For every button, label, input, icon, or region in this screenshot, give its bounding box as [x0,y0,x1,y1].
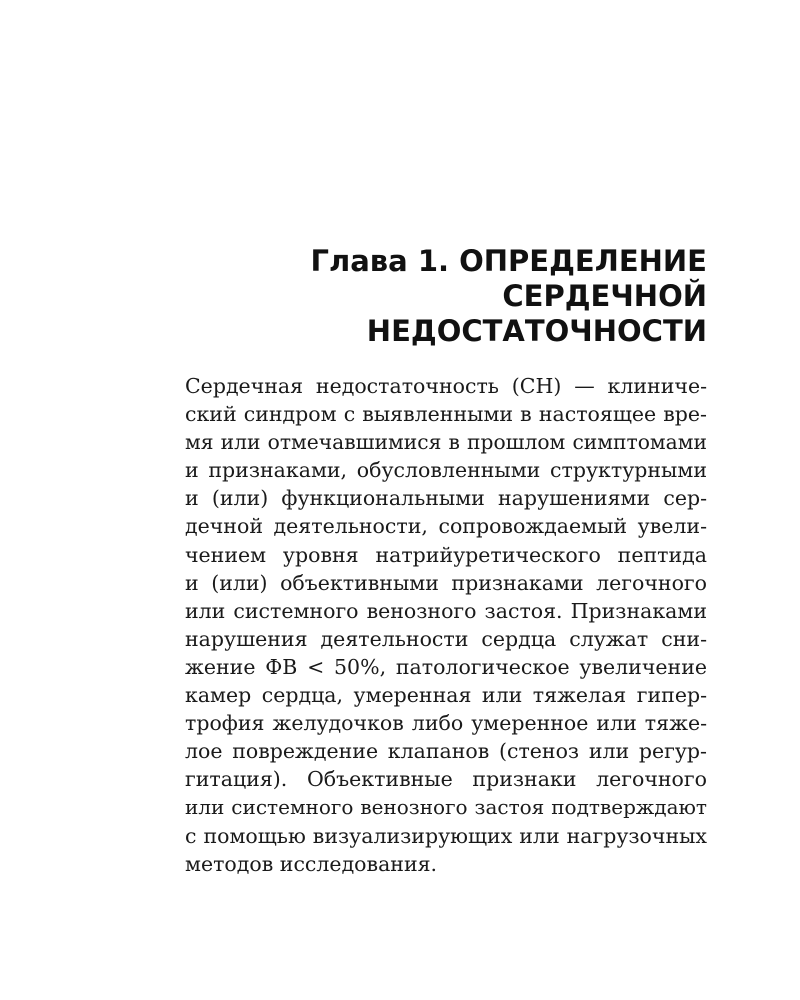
text-line-16: или системного венозного застоя подтверждают [185,795,707,820]
text-line-11: жение ФВ < 50%, патологическое увеличение [185,654,707,679]
body-paragraph [185,372,707,878]
text-line-13: трофия желудочков либо умеренное или тяже- [185,711,707,736]
chapter-heading [185,244,707,349]
chapter-heading-line-1: Глава 1. ОПРЕДЕЛЕНИЕ [310,244,707,278]
text-line-4: и признаками, обусловленными структурными [185,458,707,483]
text-line-15: гитация). Объективные признаки легочного [185,767,707,792]
text-line-7: чением уровня натрийуретического пептида [185,542,707,567]
chapter-heading-line-2: СЕРДЕЧНОЙ [502,279,707,313]
text-line-8: и (или) объективными признаками легочного [185,570,707,595]
text-line-6: дечной деятельности, сопровождаемый увели- [185,514,707,539]
text-line-3: мя или отмечавшимися в прошлом симптомами [185,430,707,455]
text-line-9: или системного венозного застоя. Признаками [185,598,707,623]
text-line-17: с помощью визуализирующих или нагрузочных [185,823,707,848]
text-line-2: ский синдром с выявленными в настоящее вре- [185,402,707,427]
text-line-5: и (или) функциональными нарушениями сер- [185,486,707,511]
text-line-1: Сердечная недостаточность (СН) — клиниче- [185,374,707,398]
text-line-18: методов исследования. [185,851,438,876]
text-line-14: лое повреждение клапанов (стеноз или регур- [185,739,707,764]
text-line-12: камер сердца, умеренная или тяжелая гипер- [185,683,707,708]
text-line-10: нарушения деятельности сердца служат сни- [185,626,707,651]
chapter-heading-line-3: НЕДОСТАТОЧНОСТИ [366,314,707,348]
